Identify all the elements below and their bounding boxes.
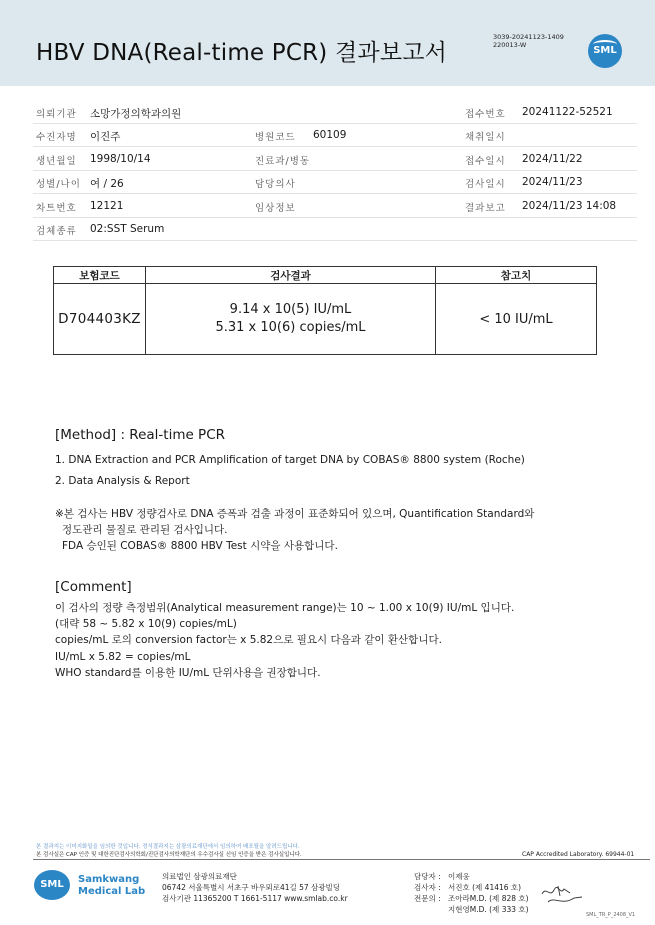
doctor-label: 담당의사 <box>255 179 296 190</box>
staff-role: 전문의 : <box>414 894 441 903</box>
dob-label: 생년월일 <box>36 156 77 167</box>
lab-name-line: Samkwang <box>78 874 140 885</box>
result-copies: 5.31 x 10(6) copies/mL <box>215 320 366 335</box>
receipt-date-label: 접수일시 <box>465 156 506 167</box>
column-header-reference: 참고치 <box>436 267 597 284</box>
document-code-line: 3039-20241123-1409 <box>493 33 564 41</box>
dept-label: 진료과/병동 <box>255 156 311 167</box>
samkwang-logo-icon <box>34 870 70 900</box>
comment-heading: [Comment] <box>55 579 132 595</box>
receipt-no-value: 20241122-52521 <box>522 106 613 118</box>
dob-value: 1998/10/14 <box>90 153 151 165</box>
accreditation-note: 본 검사실은 CAP 인증 및 대한진단검사의학회/진단검사의학재단의 우수검사실 신임 인증을 받은 검사실입니다. <box>36 852 302 858</box>
report-date-value: 2024/11/23 14:08 <box>522 200 617 212</box>
page-title: HBV DNA(Real-time PCR) 결과보고서 <box>36 40 448 66</box>
method-note: FDA 승인된 COBAS® 8800 HBV Test 시약을 사용합니다. <box>62 540 338 552</box>
staff-name: 지현영M.D. (제 333 호) <box>448 905 529 914</box>
address-line: 의료법인 삼광의료재단 <box>162 872 237 881</box>
method-item: 1. DNA Extraction and PCR Amplification of target DNA by COBAS® 8800 system (Roche) <box>55 454 525 466</box>
cap-accreditation: CAP Accredited Laboratory. 69944-01 <box>522 851 635 858</box>
table-row <box>54 284 597 355</box>
clinical-info-label: 임상정보 <box>255 203 296 214</box>
staff-name: 조아라M.D. (제 828 호) <box>448 894 529 903</box>
signature-icon <box>540 884 584 910</box>
column-header-insurance-code: 보험코드 <box>54 267 146 284</box>
chart-no-value: 12121 <box>90 200 124 212</box>
staff-role: 담당자 : <box>414 872 441 881</box>
comment-line: IU/mL x 5.82 = copies/mL <box>55 651 191 663</box>
staff-list <box>414 871 529 915</box>
specimen-value: 02:SST Serum <box>90 223 165 235</box>
staff-name: 이제웅 <box>448 872 470 881</box>
patient-label: 수진자명 <box>36 132 77 143</box>
receipt-date-value: 2024/11/22 <box>522 153 583 165</box>
method-heading: [Method] : Real-time PCR <box>55 427 226 443</box>
lab-name-line: Medical Lab <box>78 886 146 897</box>
staff-name: 서진호 (제 41416 호) <box>448 883 522 892</box>
document-code-line: 220013-W <box>493 41 527 49</box>
info-row <box>33 195 637 218</box>
result-iu: 9.14 x 10(5) IU/mL <box>229 302 352 317</box>
staff-row <box>414 893 529 904</box>
document-code <box>493 33 564 49</box>
sml-logo-icon <box>588 34 622 68</box>
hospital-code-label: 병원코드 <box>255 132 296 143</box>
sex-age-label: 성별/나이 <box>36 179 81 190</box>
specimen-label: 검체종류 <box>36 226 77 237</box>
report-date-label: 결과보고 <box>465 203 506 214</box>
form-code: SML_TR_P_2408_V1 <box>586 912 636 918</box>
info-row <box>33 101 637 124</box>
column-header-result: 검사결과 <box>146 267 436 284</box>
comment-line: WHO standard를 이용한 IU/mL 단위사용을 권장합니다. <box>55 667 321 679</box>
insurance-code-cell: D704403KZ <box>54 284 146 355</box>
test-date-value: 2024/11/23 <box>522 176 583 188</box>
footer-divider <box>33 859 650 860</box>
disclaimer-note: 본 결과지는 이미지화일을 임의한 것입니다. 정식결과지는 삼광의료재단에서 임의하여 배포될을 알려드립니다. <box>36 844 300 850</box>
method-note: 정도관리 물질로 관리된 검사입니다. <box>62 524 228 536</box>
receipt-no-label: 접수번호 <box>465 109 506 120</box>
logo-arc <box>593 40 617 49</box>
collection-date-label: 채취일시 <box>465 132 506 143</box>
info-row <box>33 124 637 147</box>
institution-label: 의뢰기관 <box>36 109 77 120</box>
info-row <box>33 171 637 194</box>
method-note: ※본 검사는 HBV 정량검사로 DNA 증폭과 검출 과정이 표준화되어 있으며, Quantification Standard와 <box>55 508 535 520</box>
staff-row <box>414 871 529 882</box>
sex-age-value: 여 / 26 <box>90 178 124 190</box>
table-header-row <box>54 267 597 284</box>
reference-cell: < 10 IU/mL <box>436 284 597 355</box>
address-line: 06742 서울특별시 서초구 바우뫼로41길 57 삼광빌딩 <box>162 883 341 892</box>
comment-line: copies/mL 로의 conversion factor는 x 5.82으로 필요시 다음과 같이 환산합니다. <box>55 634 442 646</box>
hospital-code-value: 60109 <box>313 129 347 141</box>
result-cell <box>146 284 436 355</box>
lab-address <box>162 871 348 904</box>
staff-row <box>414 904 529 915</box>
chart-no-label: 차트번호 <box>36 203 77 214</box>
institution-value: 소망가정의학과의원 <box>90 108 182 120</box>
method-item: 2. Data Analysis & Report <box>55 475 190 487</box>
logo-text: SML <box>593 45 617 56</box>
comment-line: 이 검사의 정량 측정범위(Analytical measurement range)는 10 ~ 1.00 x 10(9) IU/mL 입니다. <box>55 602 515 614</box>
comment-line: (대략 58 ~ 5.82 x 10(9) copies/mL) <box>55 618 237 630</box>
patient-value: 이진주 <box>90 131 121 143</box>
info-row <box>33 148 637 171</box>
logo-mark-text: SML <box>40 879 64 890</box>
result-table <box>53 266 597 355</box>
info-row <box>33 218 637 241</box>
test-date-label: 검사일시 <box>465 179 506 190</box>
staff-role: 검사자 : <box>414 883 441 892</box>
lab-name <box>78 874 145 898</box>
staff-row <box>414 882 529 893</box>
address-line: 검사기관 11365200 T 1661-5117 www.smlab.co.kr <box>162 894 348 903</box>
